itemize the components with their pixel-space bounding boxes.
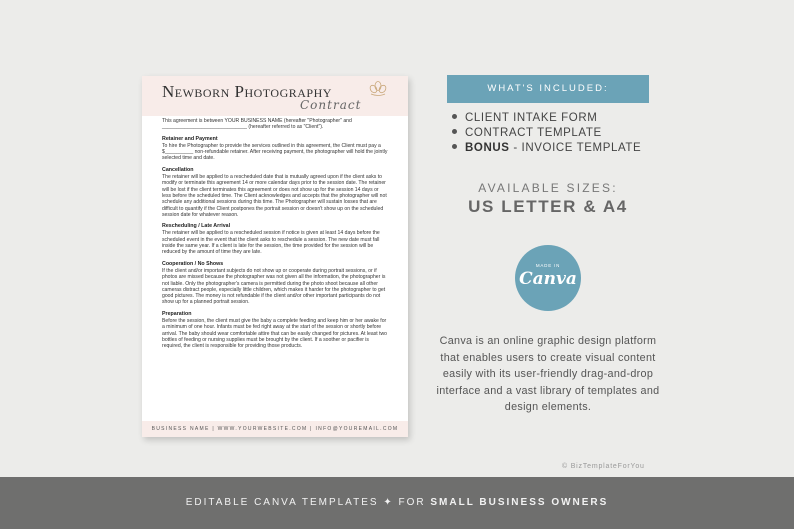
bottom-banner-prefix: EDITABLE CANVA TEMPLATES ✦ FOR xyxy=(185,497,431,508)
doc-footer: BUSINESS NAME | WWW.YOURWEBSITE.COM | INFO@YOUREMAIL.COM xyxy=(142,421,408,437)
section-text: The retainer will be applied to a rescheduled session if notice is given at least 14 days before the scheduled event in the event that the client asks to reschedule a session. The new date must fall inside the same year. If a client is late for the session, the time provided for the session will be reduced by the amount of time they are late. xyxy=(162,230,380,256)
doc-header xyxy=(142,76,408,116)
whats-included-banner: WHAT'S INCLUDED: xyxy=(447,75,649,103)
section-text: Before the session, the client must give the baby a complete feeding and keep him or her awake for a minimum of one hour. Infants must be fed right away at the start of the session or shortly before arrival. The baby should wear comfortable attire that can be easily changed for pictures. At least two bottles of feeding or nursing supplies must be brought by the client. If a soother or pacifier is required, the client is responsible for providing those products. xyxy=(162,318,388,350)
bottom-banner xyxy=(0,477,794,529)
sizes-value: US LETTER & A4 xyxy=(468,197,628,216)
feature-item xyxy=(452,126,641,141)
doc-intro-line-1: This agreement is between YOUR BUSINESS NAME (hereafter "Photographer" and xyxy=(162,118,352,124)
bullet-icon xyxy=(452,114,457,119)
doc-script-title: Contract xyxy=(300,98,362,112)
section-heading: Cancellation xyxy=(162,166,194,173)
contract-preview xyxy=(142,76,408,437)
bottom-banner-bold: SMALL BUSINESS OWNERS xyxy=(430,497,609,508)
doc-intro xyxy=(162,118,388,131)
features-list xyxy=(452,111,641,156)
doc-body xyxy=(162,118,388,355)
feature-item xyxy=(452,111,641,126)
feature-item xyxy=(452,141,641,156)
section-text: The retainer will be applied to a rescheduled date that is mutually agreed upon if the client asks to modify or terminate this agreement 14 or more calendar days prior to the session date. The retainer will be lost if the client terminates this agreement or does not show up for the session 14 days or less before the scheduled time. The Client acknowledges and accepts that the photographer will not schedule any additional sessions during this time. The Photographer will sustain losses that are difficult to quantify if the Client postpones the portrait session or doesn't show up on the scheduled session date for whatever reason. xyxy=(162,174,387,218)
feature-label: - INVOICE TEMPLATE xyxy=(509,142,642,154)
flower-icon xyxy=(368,80,388,98)
bullet-icon xyxy=(452,129,457,134)
bullet-icon xyxy=(452,144,457,149)
section-heading: Rescheduling / Late Arrival xyxy=(162,223,231,230)
section-heading: Cooperation / No Shows xyxy=(162,260,224,267)
canva-logo-text: Canva xyxy=(519,269,577,289)
made-in-canva-badge xyxy=(515,245,581,311)
sizes-label: AVAILABLE SIZES: xyxy=(478,181,618,195)
doc-title: Newborn Photography xyxy=(162,82,332,101)
bonus-label: BONUS xyxy=(465,142,510,154)
canva-description: Canva is an online graphic design platform that enables users to create visual content easily with its user-friendly drag-and-drop interface and a vast library of templates and design elements. xyxy=(436,335,660,413)
doc-intro-line-2: ______________________________ (hereafter referred to as "Client"). xyxy=(162,124,324,131)
copyright-text: © BizTemplateForYou xyxy=(562,463,645,470)
feature-label: CLIENT INTAKE FORM xyxy=(465,112,598,124)
made-in-label: MADE IN xyxy=(535,263,561,268)
section-text: To hire the Photographer to provide the services outlined in this agreement, the Client must pay a $__________ non-refundable retainer. After receiving payment, the photographer will hold the jointly selected time and date. xyxy=(162,142,388,162)
section-heading: Retainer and Payment xyxy=(162,135,218,142)
feature-label: CONTRACT TEMPLATE xyxy=(465,127,602,139)
section-text: If the client and/or important subjects do not show up or cooperate during portrait sessions, or if photos are missed because the photographer was not given all the information, the photographer is not liable. Only the photographer's camera is permitted during the photo shoot because all other cameras distract people, especially little children, which makes it harder for the photographer to get good pictures. The money is not refundable if the client and/or other important participants do not show up for a planned portrait session. xyxy=(162,267,386,306)
section-heading: Preparation xyxy=(162,310,192,317)
